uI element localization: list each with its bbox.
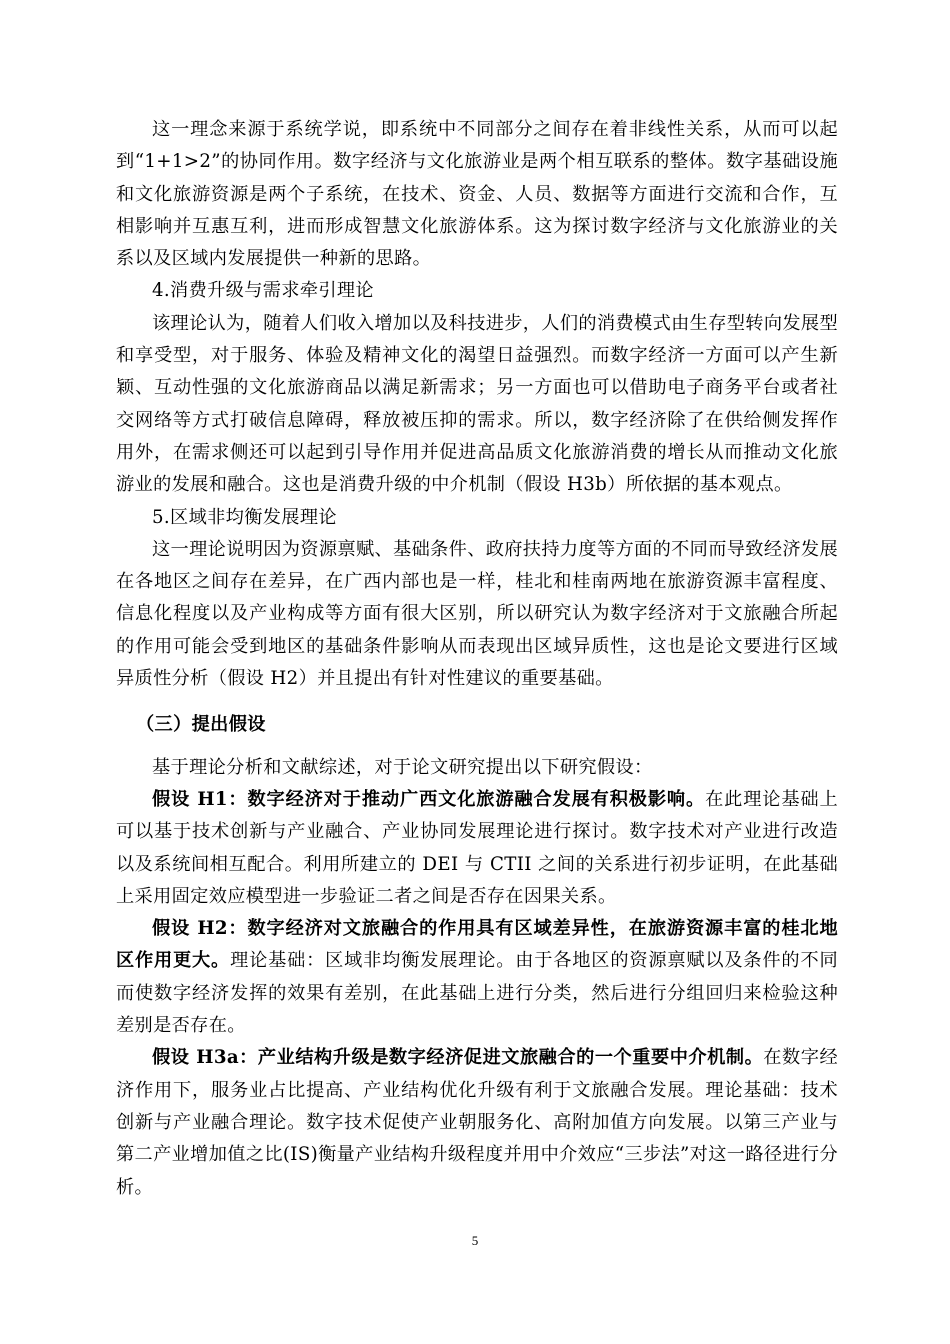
section-heading-hypotheses: （三）提出假设 — [136, 714, 266, 736]
hypothesis-h1-text: 在此理论基础上可以基于技术创新与产业融合、产业协同发展理论进行探讨。数字技术对产业进行改造以及系统间相互配合。利用所建立的 DEI 与 CTII 之间的关系进行初步证明，在此基础上采用固定效应模型进一步验证二者之间是否存在因果关系。 — [116, 788, 838, 907]
hypothesis-h2-title: 假设 H2：数字经济对文旅融合的作用具有区域差异性，在旅游资源丰富的桂北地区作用更大。 — [116, 918, 838, 972]
hypothesis-h3a-title: 假设 H3a：产业结构升级是数字经济促进文旅融合的一个重要中介机制。 — [152, 1047, 764, 1069]
subheading-consumption-upgrade: 4.消费升级与需求牵引理论 — [152, 280, 374, 302]
paragraph-consumption-theory: 该理论认为，随着人们收入增加以及科技进步，人们的消费模式由生存型转向发展型和享受型，对于服务、体验及精神文化的渴望日益强烈。而数字经济一方面可以产生新颖、互动性强的文化旅游商品以满足新需求；另一方面也可以借助电子商务平台或者社交网络等方式打破信息障碍，释放被压抑的需求。所以，数字经济除了在供给侧发挥作用外，在需求侧还可以起到引导作用并促进高品质文化旅游消费的增长从而推动文化旅游业的发展和融合。这也是消费升级的中介机制（假设 H3b）所依据的基本观点。 — [116, 312, 838, 496]
hypothesis-h2-text: 理论基础：区域非均衡发展理论。由于各地区的资源禀赋以及条件的不同而使数字经济发挥的效果有差别，在此基础上进行分类，然后进行分组回归来检验这种差别是否存在。 — [116, 950, 838, 1037]
paragraph-synergy: 这一理念来源于系统学说，即系统中不同部分之间存在着非线性关系，从而可以起到“1+1>2”的协同作用。数字经济与文化旅游业是两个相互联系的整体。数字基础设施和文化旅游资源是两个子系统，在技术、资金、人员、数据等方面进行交流和合作，互相影响并互惠互利，进而形成智慧文化旅游体系。这为探讨数字经济与文化旅游业的关系以及区域内发展提供一种新的思路。 — [116, 119, 838, 270]
hypothesis-h3a — [116, 1042, 838, 1203]
body-text — [116, 114, 838, 1204]
page-number: 5 — [471, 1233, 479, 1248]
hypothesis-h2 — [116, 913, 838, 1042]
subheading-regional-imbalance: 5.区域非均衡发展理论 — [152, 506, 337, 528]
paragraph-regional-theory: 这一理论说明因为资源禀赋、基础条件、政府扶持力度等方面的不同而导致经济发展在各地区之间存在差异，在广西内部也是一样，桂北和桂南两地在旅游资源丰富程度、信息化程度以及产业构成等方面有很大区别，所以研究认为数字经济对于文旅融合所起的作用可能会受到地区的基础条件影响从而表现出区域异质性，这也是论文要进行区域异质性分析（假设 H2）并且提出有针对性建议的重要基础。 — [116, 538, 838, 690]
hypothesis-h1-title: 假设 H1：数字经济对于推动广西文化旅游融合发展有积极影响。 — [152, 788, 706, 810]
hypothesis-h1 — [116, 784, 838, 913]
hypothesis-h3a-text: 在数字经济作用下，服务业占比提高、产业结构优化升级有利于文旅融合发展。理论基础：技术创新与产业融合理论。数字技术促使产业朝服务化、高附加值方向发展。以第三产业与第二产业增加值之比(IS)衡量产业结构升级程度并用中介效应“三步法”对这一路径进行分析。 — [116, 1047, 838, 1198]
paragraph-hypotheses-intro: 基于理论分析和文献综述，对于论文研究提出以下研究假设： — [152, 756, 653, 778]
